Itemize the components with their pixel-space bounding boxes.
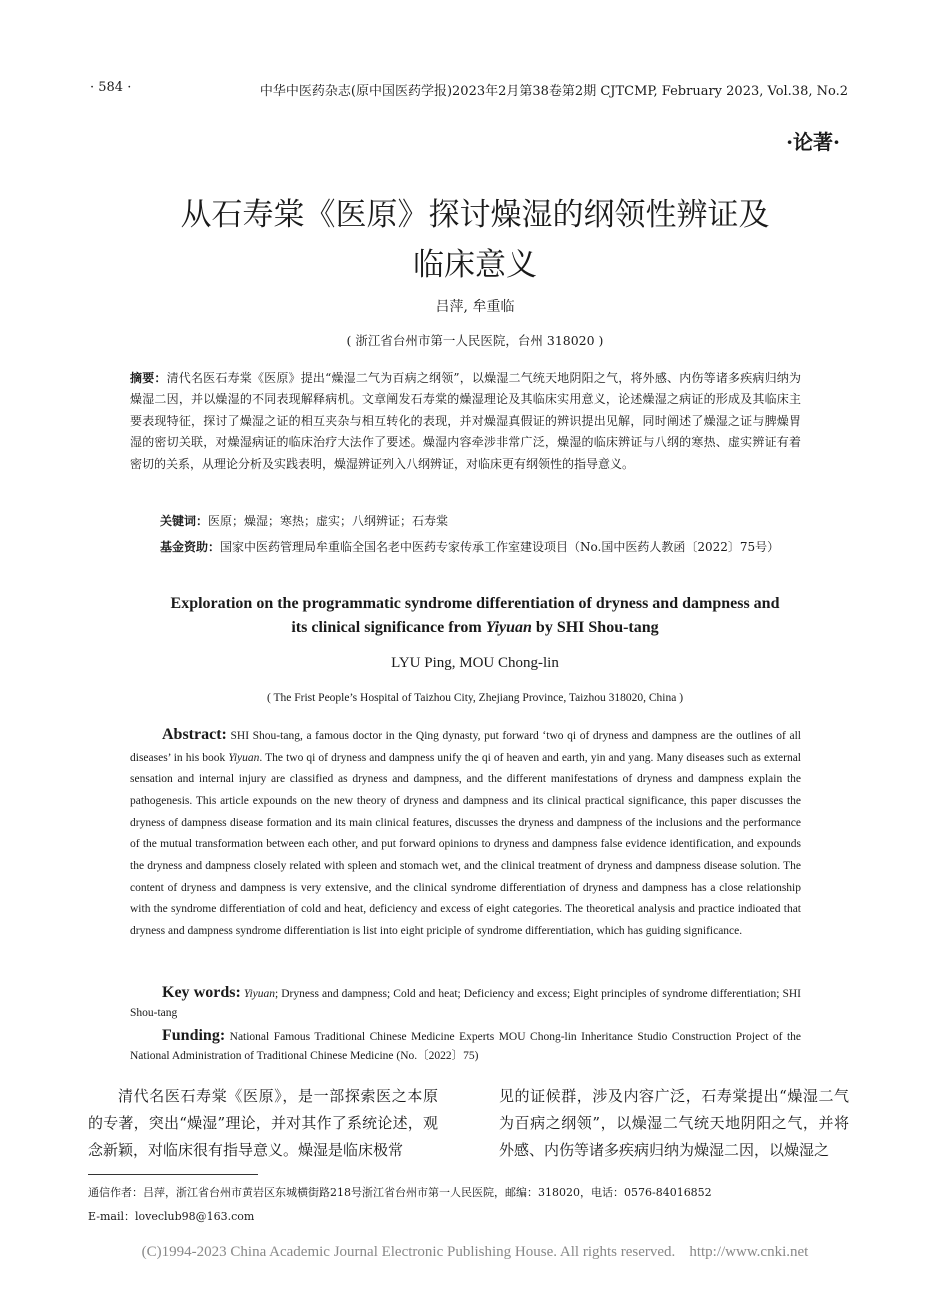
english-keywords-label: Key words: bbox=[162, 984, 241, 1001]
english-abstract-label: Abstract: bbox=[162, 726, 227, 743]
english-funding bbox=[130, 1026, 801, 1066]
english-title bbox=[120, 592, 830, 640]
chinese-title-line1: 从石寿棠《医原》探讨燥湿的纲领性辨证及 bbox=[180, 197, 770, 233]
body-text-left-column: 清代名医石寿棠《医原》，是一部探索医之本原的专著，突出“燥湿”理论，并对其作了系统论述，观念新颖，对临床很有指导意义。燥湿是临床极常 bbox=[88, 1087, 438, 1159]
chinese-funding-text: 国家中医药管理局牟重临全国名老中医药专家传承工作室建设项目（No.国中医药人教函〔2022〕75号） bbox=[220, 540, 780, 554]
english-title-line2-pre: its clinical significance from bbox=[291, 619, 486, 636]
cnki-url: http://www.cnki.net bbox=[689, 1244, 809, 1260]
copyright-watermark bbox=[0, 1244, 950, 1261]
english-affiliation: ( The Frist People’s Hospital of Taizhou City, Zhejiang Province, Taizhou 318020, China ) bbox=[266, 692, 684, 704]
english-keywords-text: ; Dryness and dampness; Cold and heat; Deficiency and excess; Eight principles of syndrome differentiation; SHI Shou-tang bbox=[130, 988, 801, 1019]
body-text-right-column: 见的证候群，涉及内容广泛，石寿棠提出“燥湿二气为百病之纲领”，以燥湿二气统天地阴阳之气，并将外感、内伤等诸多疾病归纳为燥湿二因，以燥湿之 bbox=[499, 1087, 849, 1159]
journal-header: 中华中医药杂志(原中国医药学报)2023年2月第38卷第2期 CJTCMP, February 2023, Vol.38, No.2 bbox=[259, 84, 848, 99]
footnote-divider bbox=[88, 1174, 258, 1175]
chinese-title-line2: 临床意义 bbox=[413, 247, 537, 283]
chinese-abstract-label: 摘要： bbox=[130, 371, 167, 385]
english-abstract-text-pre: SHI Shou-tang, a famous doctor in the Qing dynasty, put forward ‘two qi of dryness and dampness are the outlines of all diseases’ in his book bbox=[130, 730, 801, 764]
english-authors: LYU Ping, MOU Chong-lin bbox=[391, 655, 559, 671]
chinese-keywords bbox=[160, 512, 810, 529]
section-tag: ·论著· bbox=[786, 130, 840, 154]
english-title-line1: Exploration on the programmatic syndrome differentiation of dryness and dampness and bbox=[170, 595, 780, 612]
chinese-abstract-text: 清代名医石寿棠《医原》提出“燥湿二气为百病之纲领”，以燥湿二气统天地阴阳之气，将外感、内伤等诸多疾病归纳为燥湿二因，并以燥湿的不同表现解释病机。文章阐发石寿棠的燥湿理论及其临床实用意义，论述燥湿之病证的形成及其临床主要表现特征，探讨了燥湿之证的相互夹杂与相互转化的表现，并对燥湿真假证的辨识提出见解，同时阐述了燥湿之证与脾燥胃湿的密切关联，对燥湿病证的临床治疗大法作了要述。燥湿内容牵涉非常广泛，燥湿的临床辨证与八纲的寒热、虚实辨证有着密切的关系，从理论分析及实践表明，燥湿辨证列入八纲辨证，对临床更有纲领性的指导意义。 bbox=[130, 371, 801, 471]
chinese-authors: 吕萍, 牟重临 bbox=[435, 299, 515, 315]
english-title-book: Yiyuan bbox=[485, 619, 532, 636]
chinese-keywords-label: 关键词： bbox=[160, 514, 209, 528]
chinese-abstract bbox=[130, 368, 801, 475]
email-footnote: E-mail：loveclub98@163.com bbox=[88, 1210, 255, 1223]
page-number: · 584 · bbox=[90, 80, 132, 95]
english-abstract-text-post: . The two qi of dryness and dampness unify the qi of heaven and earth, yin and yang. Many diseases such as external sensation and internal injury are classified as dryness and dampness, and the different manifestations of dryness and dampness explain the pathogenesis. This article expounds on the new theory of dryness and dampness and its clinical practical significance, this paper discusses the dryness of dampness disease formation and its main clinical features, discusses the dryness and dampness of the inclusions and the performance of the mutual transformation between each other, and put forward opinions to dryness and dampness false evidence identification, and expounds the dryness and dampness closely related with spleen and stomach wet, and the clinical treatment of dryness and dampness disease solution. The content of dryness and dampness is very extensive, and the clinical syndrome differentiation of dryness and dampness has a close relationship with the syndrome differentiation of cold and heat, deficiency and excess of eight categories. The theoretical analysis and practice indioated that dryness and dampness syndrome differentiation is list into eight priciple of syndrome differentiation, which has guiding significance. bbox=[130, 751, 801, 937]
chinese-affiliation: ( 浙江省台州市第一人民医院，台州 318020 ) bbox=[346, 333, 604, 348]
chinese-keywords-text: 医原；燥湿；寒热；虚实；八纲辨证；石寿棠 bbox=[208, 514, 449, 528]
english-keywords-first: Yiyuan bbox=[243, 988, 275, 1000]
english-funding-text: National Famous Traditional Chinese Medicine Experts MOU Chong-lin Inheritance Studio Construction Project of the National Administration of Traditional Chinese Medicine (No.〔2022〕75) bbox=[130, 1031, 801, 1062]
english-abstract bbox=[130, 724, 801, 943]
copyright-text: (C)1994-2023 China Academic Journal Electronic Publishing House. All rights reserved. bbox=[141, 1244, 676, 1260]
correspondence-footnote: 通信作者：吕萍，浙江省台州市黄岩区东城横街路218号浙江省台州市第一人民医院，邮编：318020，电话：0576-84016852 bbox=[88, 1186, 712, 1199]
english-funding-label: Funding: bbox=[162, 1027, 226, 1044]
chinese-title bbox=[100, 190, 850, 290]
english-title-line2 bbox=[120, 616, 830, 640]
english-abstract-book: Yiyuan bbox=[228, 751, 260, 764]
chinese-funding bbox=[130, 537, 801, 559]
english-title-line2-post: by SHI Shou-tang bbox=[531, 619, 659, 636]
english-keywords bbox=[130, 983, 801, 1023]
chinese-funding-label: 基金资助： bbox=[160, 540, 221, 554]
